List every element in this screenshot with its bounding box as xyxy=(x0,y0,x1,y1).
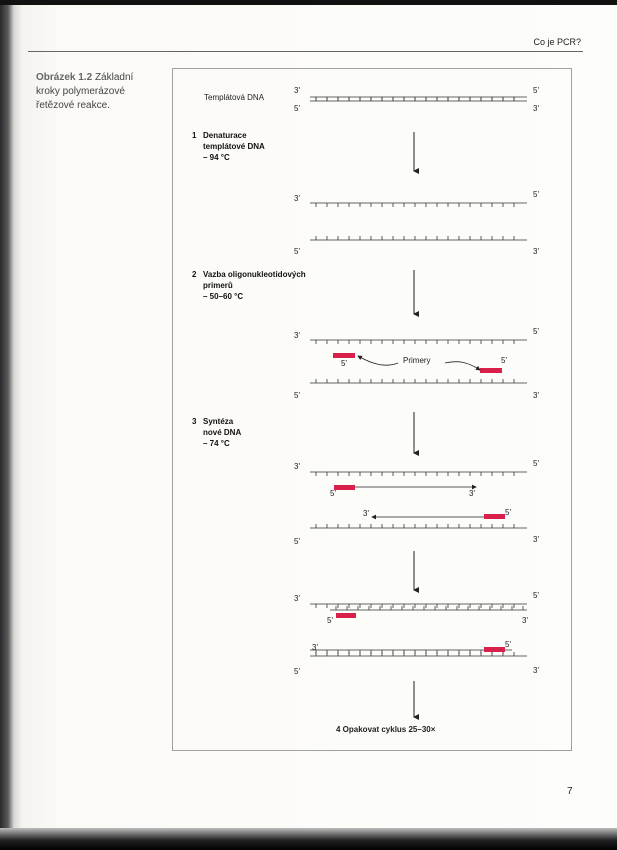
pointer-right xyxy=(445,362,480,370)
repeat-cycle-label: 4 Opakovat cyklus 25–30× xyxy=(336,725,436,734)
end-label: 5' xyxy=(501,356,507,365)
primer-bar xyxy=(484,647,505,652)
end-label: 3' xyxy=(533,535,539,544)
primer-bar xyxy=(334,485,355,490)
primer-bar xyxy=(480,368,502,373)
step-line: Syntéza xyxy=(203,417,234,426)
step-line: templátové DNA xyxy=(203,142,265,151)
step-line: Vazba oligonukleotidových xyxy=(203,270,306,279)
step-number: 1 xyxy=(192,131,197,140)
running-header: Co je PCR? xyxy=(533,37,581,47)
end-label: 3' xyxy=(533,104,539,113)
end-label: 5' xyxy=(505,508,511,517)
primer-bar xyxy=(336,613,356,618)
primer-bar xyxy=(484,514,505,519)
pointer-left xyxy=(358,356,398,365)
end-label: 3' xyxy=(312,643,318,652)
end-label: 5' xyxy=(533,459,539,468)
step-1 xyxy=(192,130,265,163)
end-label: 5' xyxy=(533,190,539,199)
template-dna-label: Templátová DNA xyxy=(204,93,265,102)
figure-number: Obrázek 1.2 xyxy=(36,72,93,83)
end-label: 5' xyxy=(294,667,300,676)
end-label: 5' xyxy=(294,391,300,400)
end-label: 3' xyxy=(522,616,528,625)
end-label: 3' xyxy=(533,666,539,675)
end-label: 3' xyxy=(533,247,539,256)
end-label: 5' xyxy=(505,640,511,649)
step-line: primerů xyxy=(203,281,233,290)
end-label: 5' xyxy=(330,489,336,498)
end-label: 5' xyxy=(533,591,539,600)
step-number: 3 xyxy=(192,417,197,426)
step-line: – 94 °C xyxy=(203,153,230,162)
end-label: 5' xyxy=(294,537,300,546)
step-2 xyxy=(192,269,306,302)
end-label: 3' xyxy=(294,86,300,95)
extension-arrows xyxy=(355,487,484,517)
primer-bar xyxy=(333,353,355,358)
end-label: 3' xyxy=(294,331,300,340)
end-label: 5' xyxy=(533,86,539,95)
end-label: 3' xyxy=(533,391,539,400)
page-number: 7 xyxy=(567,786,573,797)
end-label: 5' xyxy=(327,616,333,625)
end-label: 5' xyxy=(533,327,539,336)
step-line: – 50–60 °C xyxy=(203,292,244,301)
end-label: 5' xyxy=(341,359,347,368)
step-line: Denaturace xyxy=(203,131,247,140)
step-number: 2 xyxy=(192,270,197,279)
step-line: nové DNA xyxy=(203,428,242,437)
end-label: 5' xyxy=(294,104,300,113)
primers-label: Primery xyxy=(403,356,431,365)
end-label: 3' xyxy=(294,462,300,471)
end-label: 3' xyxy=(294,194,300,203)
step-line: – 74 °C xyxy=(203,439,230,448)
step-3 xyxy=(192,416,242,449)
end-label: 3' xyxy=(469,489,475,498)
figure-caption-text: Základní kroky polymerázové řetězové reakce. xyxy=(36,72,134,111)
scan-edge-bottom xyxy=(0,828,617,850)
dna-strands xyxy=(310,97,527,656)
end-label: 3' xyxy=(294,594,300,603)
end-label: 5' xyxy=(294,247,300,256)
end-label: 3' xyxy=(363,509,369,518)
